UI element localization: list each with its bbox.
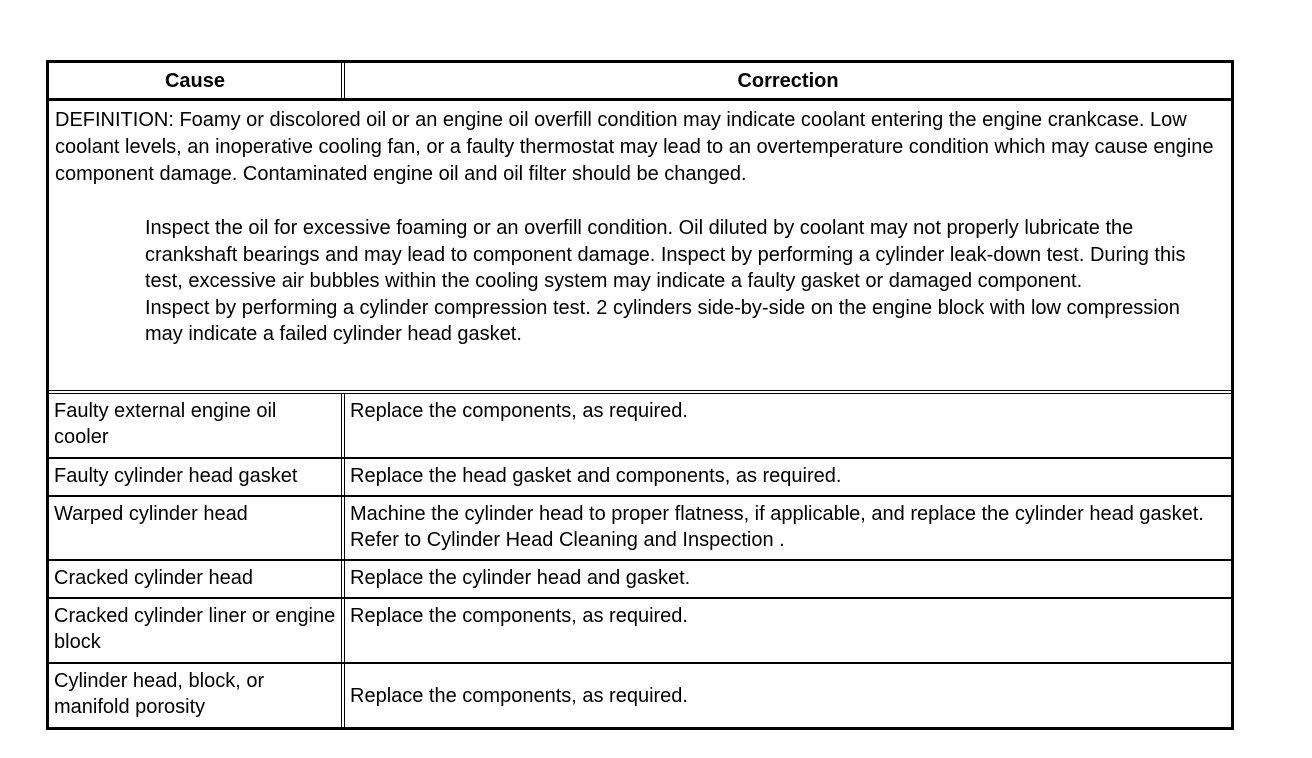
table-row: [49, 599, 1231, 664]
correction-column-header: Correction: [737, 70, 839, 92]
table-row: [49, 664, 1231, 727]
correction-cell: Replace the components, as required.: [350, 605, 688, 627]
inspection-note: Inspect the oil for excessive foaming or an overfill condition. Oil diluted by coolant may not properly lubricate the crankshaft bearings and may lead to component damage. Inspect by performing a cylinder leak-down test. During this test, excessive air bubbles within the cooling system may indicate a faulty gasket or damaged component.: [145, 217, 1186, 292]
cause-column-header: Cause: [49, 63, 345, 98]
table-row: [49, 394, 1231, 459]
inspection-note: Inspect by performing a cylinder compression test. 2 cylinders side-by-side on the engine block with low compression may indicate a failed cylinder head gasket.: [145, 296, 1180, 345]
table-row: [49, 459, 1231, 497]
cause-cell: Faulty cylinder head gasket: [49, 459, 345, 495]
correction-cell: Replace the cylinder head and gasket.: [350, 567, 691, 589]
definition-section: [49, 101, 1231, 394]
correction-cell: Replace the components, as required.: [350, 400, 688, 422]
cause-cell: Faulty external engine oil cooler: [49, 394, 345, 457]
correction-cell: Replace the head gasket and components, as required.: [350, 465, 842, 487]
cause-cell: Cracked cylinder liner or engine block: [49, 599, 345, 662]
table-row: [49, 561, 1231, 599]
cause-cell: Warped cylinder head: [49, 497, 345, 559]
definition-text: DEFINITION: Foamy or discolored oil or an engine oil overfill condition may indicate coolant entering the engine crankcase. Low coolant levels, an inoperative cooling fan, or a faulty thermostat may lead to an overtemperature condition which may cause engine component damage. Contaminated engine oil and oil filter should be changed.: [55, 109, 1214, 185]
table-header: [49, 63, 1231, 101]
correction-cell: [345, 664, 1231, 727]
correction-cell: Machine the cylinder head to proper flatness, if applicable, and replace the cylinder head gasket. Refer to Cylinder Head Cleaning and Inspection .: [350, 503, 1204, 551]
cause-cell: Cracked cylinder head: [49, 561, 345, 597]
cause-cell: Cylinder head, block, or manifold porosity: [49, 664, 345, 727]
correction-text: Replace the components, as required.: [350, 684, 688, 707]
table-row: [49, 497, 1231, 561]
inspection-notes: [49, 215, 1231, 348]
diagnostic-table: [46, 60, 1234, 730]
